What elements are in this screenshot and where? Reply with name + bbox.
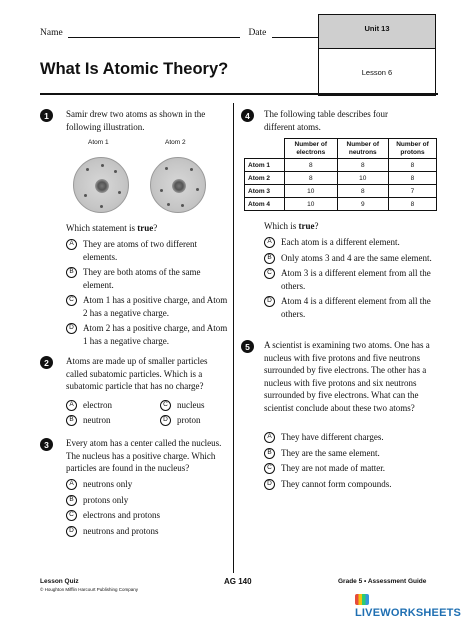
header-divider (40, 93, 438, 95)
answer-bubble[interactable]: C (66, 295, 77, 306)
option-text: electron (83, 400, 112, 410)
option-text: electrons and protons (83, 510, 160, 520)
table-cell: 7 (388, 185, 436, 198)
answer-bubble[interactable]: A (66, 239, 77, 250)
footer-grade-guide: Grade 5 • Assessment Guide (338, 578, 427, 585)
option-a[interactable] (66, 238, 232, 263)
table-cell: 10 (285, 198, 338, 211)
unit-label: Unit 13 (319, 15, 435, 49)
option-d[interactable] (66, 322, 232, 347)
option-a[interactable] (66, 399, 112, 412)
question-4-options (264, 236, 432, 320)
row-header: Atom 1 (245, 159, 285, 172)
answer-bubble[interactable]: A (264, 432, 275, 443)
question-5-text: A scientist is examining two atoms. One has a nucleus with five protons and five neutrons surrounded by five electrons. The other has a nucleus with five protons and six neutrons surrounded by five electrons. What can the scientist conclude about these two atoms? (264, 340, 430, 413)
question-3-number: 3 (40, 438, 53, 451)
page-title: What Is Atomic Theory? (40, 60, 229, 78)
answer-bubble[interactable]: C (264, 463, 275, 474)
answer-bubble[interactable]: C (66, 510, 77, 521)
electron-dot (160, 189, 163, 192)
answer-bubble[interactable]: A (264, 237, 275, 248)
table-row (245, 159, 437, 172)
table-row (245, 185, 437, 198)
question-1-text: Samir drew two atoms as shown in the following illustration. (66, 109, 206, 132)
option-b[interactable] (264, 252, 432, 265)
footer-lesson-quiz: Lesson Quiz (40, 578, 79, 585)
option-d[interactable] (264, 295, 432, 320)
option-text: They are the same element. (281, 447, 380, 458)
atom-2-nucleus (172, 179, 186, 193)
name-label: Name (40, 28, 63, 38)
answer-bubble[interactable]: A (66, 479, 77, 490)
option-a[interactable] (264, 236, 432, 249)
question-3-options (66, 478, 160, 537)
column-header: Number of electrons (285, 139, 338, 159)
atom-1-label: Atom 1 (88, 139, 109, 146)
option-text: nucleus (177, 400, 205, 410)
electron-dot (196, 188, 199, 191)
table-corner (245, 139, 285, 159)
option-a[interactable] (66, 478, 160, 491)
prompt-text: Which statement is (66, 223, 138, 233)
electron-dot (84, 194, 87, 197)
option-text: neutrons only (83, 479, 133, 489)
question-1-number: 1 (40, 109, 53, 122)
option-text: Only atoms 3 and 4 are the same element. (281, 252, 432, 263)
electron-dot (101, 164, 104, 167)
table-row (245, 198, 437, 211)
option-text: They are atoms of two different elements. (83, 239, 198, 262)
atoms-table (244, 138, 437, 211)
option-b[interactable] (66, 414, 111, 427)
prompt-emphasis: true (137, 223, 154, 233)
option-text: They cannot form compounds. (281, 478, 392, 489)
option-c[interactable] (66, 509, 160, 522)
electron-dot (114, 170, 117, 173)
option-d[interactable] (160, 414, 201, 427)
table-cell: 10 (337, 172, 388, 185)
prompt-text: Which is (264, 221, 299, 231)
option-a[interactable] (264, 431, 434, 444)
table-cell: 8 (337, 185, 388, 198)
option-b[interactable] (66, 494, 160, 507)
answer-bubble[interactable]: B (264, 448, 275, 459)
electron-dot (190, 168, 193, 171)
table-header-row (245, 139, 437, 159)
option-c[interactable] (66, 294, 232, 319)
lesson-label: Lesson 6 (361, 68, 393, 77)
table-cell: 8 (337, 159, 388, 172)
answer-bubble[interactable]: B (66, 415, 77, 426)
row-header: Atom 2 (245, 172, 285, 185)
name-field-line[interactable] (68, 28, 240, 38)
option-text: They are both atoms of the same element. (83, 267, 201, 290)
answer-bubble[interactable]: D (66, 323, 77, 334)
table-cell: 8 (285, 172, 338, 185)
prompt-end: ? (314, 221, 319, 231)
column-header: Number of protons (388, 139, 436, 159)
answer-bubble[interactable]: B (66, 267, 77, 278)
electron-dot (165, 167, 168, 170)
table-row (245, 172, 437, 185)
electron-dot (181, 204, 184, 207)
atom-1-illustration (73, 157, 129, 213)
row-header: Atom 4 (245, 198, 285, 211)
liveworksheets-watermark (355, 594, 474, 619)
option-text: Atom 4 is a different element from all the others. (281, 296, 431, 319)
electron-dot (100, 205, 103, 208)
prompt-emphasis: true (298, 221, 315, 231)
answer-bubble[interactable]: D (160, 415, 171, 426)
answer-bubble[interactable]: D (66, 526, 77, 537)
prompt-end: ? (153, 223, 158, 233)
option-d[interactable] (66, 525, 160, 538)
option-text: Atom 2 has a positive charge, and Atom 1 has a negative charge. (83, 323, 228, 346)
question-2-number: 2 (40, 356, 53, 369)
question-5-options (264, 431, 434, 490)
question-2-text: Atoms are made up of smaller particles called subatomic particles. Which is a subatomic particle that has no charge? (66, 356, 208, 391)
answer-bubble[interactable]: D (264, 479, 275, 490)
option-text: proton (177, 415, 201, 425)
atom-2-label: Atom 2 (165, 139, 186, 146)
liveworksheets-text: LIVEWORKSHEETS (355, 607, 462, 619)
option-b[interactable] (66, 266, 232, 291)
electron-dot (86, 168, 89, 171)
table-cell: 8 (388, 198, 436, 211)
option-text: Atom 3 is a different element from all the others. (281, 268, 431, 291)
table-cell: 8 (388, 159, 436, 172)
answer-bubble[interactable]: A (66, 400, 77, 411)
table-cell: 9 (337, 198, 388, 211)
unit-lesson-box (318, 14, 436, 96)
option-d[interactable] (264, 478, 434, 491)
question-4-prompt (264, 220, 319, 233)
table-cell: 8 (388, 172, 436, 185)
table-cell: 10 (285, 185, 338, 198)
option-text: They have different charges. (281, 432, 384, 442)
option-c[interactable] (264, 267, 432, 292)
option-text: protons only (83, 494, 129, 505)
answer-bubble[interactable]: C (160, 400, 171, 411)
electron-dot (167, 203, 170, 206)
option-text: neutrons and protons (83, 525, 159, 536)
question-5-number: 5 (241, 340, 254, 353)
option-text: Each atom is a different element. (281, 237, 400, 247)
answer-bubble[interactable]: B (66, 495, 77, 506)
option-b[interactable] (264, 447, 434, 460)
answer-bubble[interactable]: B (264, 253, 275, 264)
question-1-options (66, 238, 232, 347)
footer-page-code: AG 140 (224, 577, 252, 586)
atom-1-nucleus (95, 179, 109, 193)
name-date-row (40, 28, 330, 38)
date-label: Date (248, 28, 267, 38)
question-3-text: Every atom has a center called the nucleus. The nucleus has a positive charge. Which particles are found in the nucleus? (66, 438, 222, 473)
electron-dot (118, 191, 121, 194)
table-cell: 8 (285, 159, 338, 172)
atom-2-illustration (150, 157, 206, 213)
question-4-number: 4 (241, 109, 254, 122)
option-text: Atom 1 has a positive charge, and Atom 2 has a negative charge. (83, 295, 228, 318)
answer-bubble[interactable]: D (264, 296, 275, 307)
row-header: Atom 3 (245, 185, 285, 198)
option-text: neutron (83, 415, 111, 425)
option-c[interactable] (160, 399, 205, 412)
footer-copyright: © Houghton Mifflin Harcourt Publishing Company (40, 587, 139, 592)
question-4-text: The following table describes four different atoms. (264, 109, 388, 132)
option-text: They are not made of matter. (281, 463, 385, 473)
answer-bubble[interactable]: C (264, 268, 275, 279)
liveworksheets-logo-icon (355, 594, 369, 605)
question-1-prompt (66, 222, 157, 235)
column-header: Number of neutrons (337, 139, 388, 159)
column-divider (233, 103, 234, 573)
option-c[interactable] (264, 462, 434, 475)
